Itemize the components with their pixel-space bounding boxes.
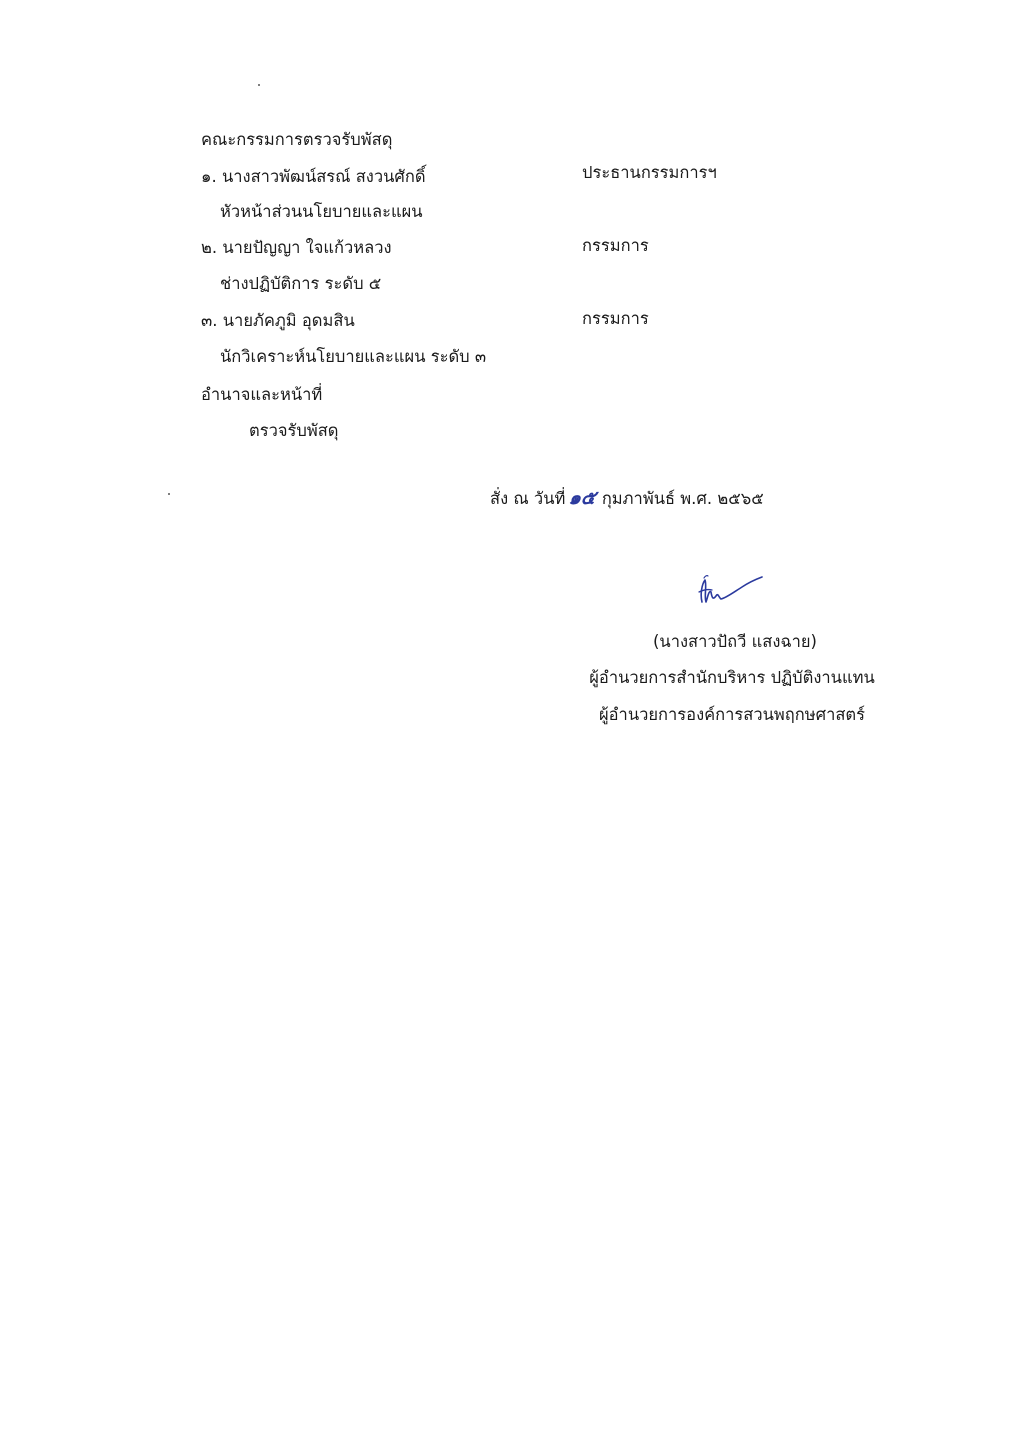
duties-text: ตรวจรับพัสดุ (249, 421, 339, 440)
committee-heading: คณะกรรมการตรวจรับพัสดุ (201, 130, 393, 149)
member-1-role: ประธานกรรมการฯ (582, 163, 717, 182)
member-3-name: ๓. นายภัคภูมิ อุดมสิน (201, 311, 355, 330)
order-date-month-year: กุมภาพันธ์ พ.ศ. ๒๕๖๕ (601, 489, 764, 508)
order-date (490, 487, 764, 510)
signatory-title-line1: ผู้อำนวยการสำนักบริหาร ปฏิบัติงานแทน (589, 668, 875, 687)
member-1-position: หัวหน้าส่วนนโยบายและแผน (220, 202, 423, 221)
duties-heading: อำนาจและหน้าที่ (201, 385, 323, 404)
scan-speck (258, 84, 260, 86)
member-3-role: กรรมการ (582, 309, 649, 328)
member-2-name: ๒. นายปัญญา ใจแก้วหลวง (201, 238, 392, 257)
order-date-prefix: สั่ง ณ วันที่ (490, 489, 566, 508)
member-2-position: ช่างปฏิบัติการ ระดับ ๕ (220, 274, 382, 293)
scan-speck (168, 493, 170, 495)
order-date-day: ๑๕ (567, 487, 598, 509)
signature-icon (696, 572, 766, 612)
member-1-name: ๑. นางสาวพัฒน์สรณ์ สงวนศักดิ์ (201, 167, 426, 186)
signatory-title-line2: ผู้อำนวยการองค์การสวนพฤกษศาสตร์ (598, 705, 866, 724)
signatory-name: (นางสาวปัถวี แสงฉาย) (653, 632, 817, 651)
member-3-position: นักวิเคราะห์นโยบายและแผน ระดับ ๓ (220, 347, 487, 366)
member-2-role: กรรมการ (582, 236, 649, 255)
